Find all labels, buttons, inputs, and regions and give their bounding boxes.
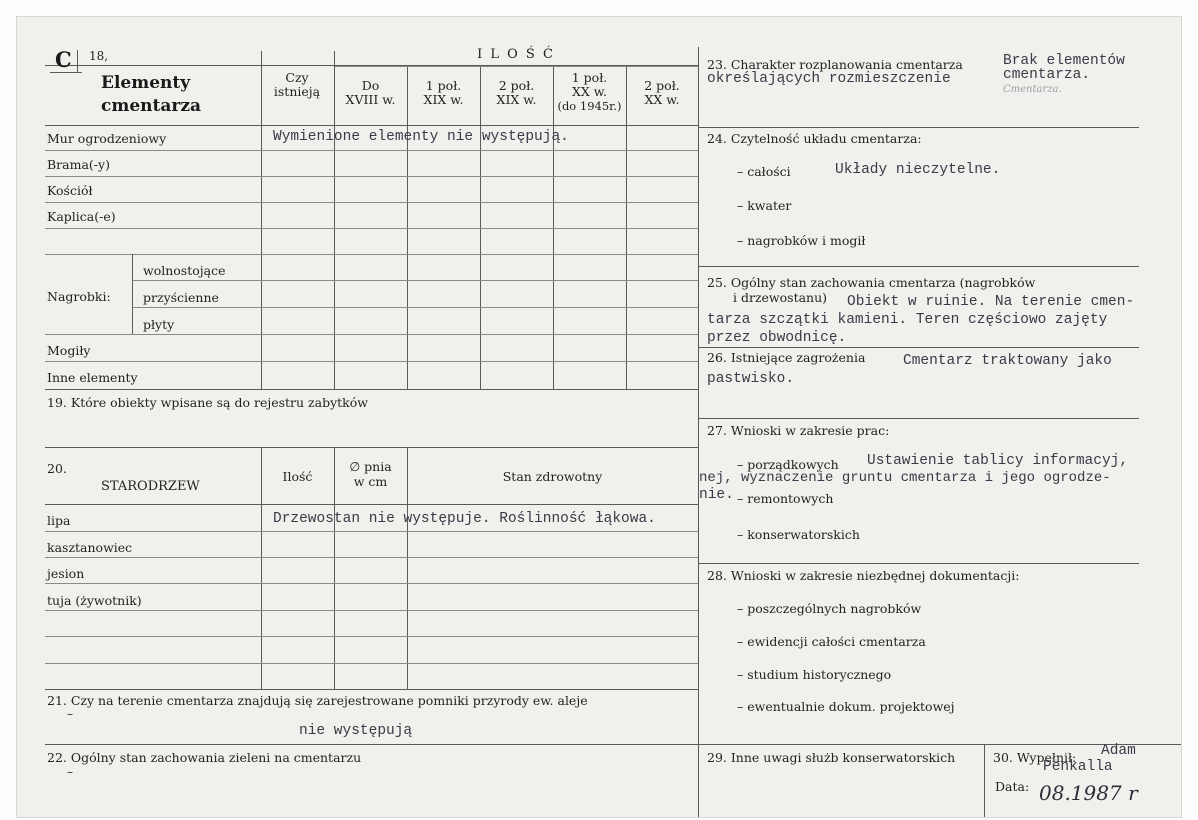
- q24-label: 24. Czytelność układu cmentarza:: [707, 131, 922, 146]
- q23-typed-line1: Brak elementów: [1003, 53, 1125, 69]
- rule-q20-bottom: [45, 689, 698, 690]
- rule-q23-bottom: [699, 127, 1139, 128]
- period-2-line2: XIX w.: [423, 92, 464, 107]
- col-exists-header: [261, 71, 333, 99]
- row-line: [45, 202, 698, 203]
- period-4-line3: (do 1945r.): [557, 99, 622, 113]
- col-line-exists-left: [261, 51, 262, 389]
- period-1-line1: Do: [361, 78, 380, 93]
- q27-item: – konserwatorskich: [737, 527, 860, 542]
- tree-label: kasztanowiec: [47, 540, 133, 555]
- period-col-2: [407, 79, 480, 107]
- period-2-line1: 1 poł.: [425, 78, 462, 93]
- q21-dash: –: [67, 707, 73, 721]
- row-line: [45, 150, 698, 151]
- row-line: [45, 334, 698, 335]
- graves-label: Mogiły: [47, 343, 91, 358]
- tombstone-type: wolnostojące: [143, 263, 226, 278]
- q20-col-line-3: [407, 448, 408, 689]
- q25-typed-line3: przez obwodnicę.: [707, 330, 847, 346]
- q26-typed-line2: pastwisko.: [707, 371, 795, 387]
- row-line: [132, 280, 698, 281]
- rule-q20-header-bottom: [45, 504, 698, 505]
- q27-item: – remontowych: [737, 491, 834, 506]
- row-line: [132, 307, 698, 308]
- q28-item: – studium historycznego: [737, 667, 892, 682]
- q24-item: – nagrobków i mogił: [737, 233, 866, 248]
- divider-main-vertical: [698, 47, 699, 817]
- row-line: [45, 583, 698, 584]
- rule-q19-bottom: [45, 447, 698, 448]
- q20-col-count: Ilość: [282, 469, 313, 484]
- q27-typed-line3: nie.: [699, 487, 734, 503]
- row-line: [45, 254, 698, 255]
- q28-label: 28. Wnioski w zakresie niezbędnej dokumentacji:: [707, 568, 1020, 583]
- q21-label: 21. Czy na terenie cmentarza znajdują się zarejestrowane pomniki przyrody ew. aleje: [47, 693, 588, 708]
- period-5-line1: 2 poł.: [644, 78, 680, 93]
- period-3-line1: 2 poł.: [498, 78, 535, 93]
- q25-typed-line1: Obiekt w ruinie. Na terenie cmen-: [847, 294, 1135, 310]
- q20-col-health: Stan zdrowotny: [502, 469, 603, 484]
- col-exists-line2: istnieją: [273, 84, 321, 99]
- row-label: Kaplica(-e): [47, 209, 116, 224]
- row-label: Mur ogrodzeniowy: [47, 131, 167, 146]
- q26-label: 26. Istniejące zagrożenia: [707, 350, 866, 365]
- col-line-period-1: [334, 51, 335, 389]
- tombstones-divider: [132, 254, 133, 334]
- q23-typed-line2b: cmentarza.: [1003, 67, 1091, 83]
- tombstone-type: płyty: [143, 317, 175, 332]
- q27-typed-line1: Ustawienie tablicy informacyj,: [867, 453, 1129, 469]
- divider-q29-q30: [984, 745, 985, 817]
- q23-handwritten: Cmentarza.: [1003, 84, 1062, 95]
- q24-item: – kwater: [737, 198, 792, 213]
- tree-label: lipa: [47, 513, 71, 528]
- q24-item: – całości: [737, 164, 791, 179]
- row-line: [45, 531, 698, 532]
- q19-label: 19. Które obiekty wpisane są do rejestru zabytków: [47, 395, 368, 410]
- period-3-line2: XIX w.: [496, 92, 537, 107]
- period-4-line2: XX w.: [572, 84, 607, 99]
- q25-label-line1: 25. Ogólny stan zachowania cmentarza (nagrobków: [707, 275, 1036, 290]
- q28-item: – ewentualnie dokum. projektowej: [737, 699, 955, 714]
- q27-label: 27. Wnioski w zakresie prac:: [707, 423, 890, 438]
- row-line: [45, 228, 698, 229]
- q30-date-label: Data:: [995, 779, 1030, 794]
- section-letter: C: [55, 47, 72, 72]
- rule-q21-bottom: [45, 744, 698, 745]
- q20-number: 20.: [47, 461, 67, 476]
- rule-q26-bottom: [699, 418, 1139, 419]
- row-line: [45, 636, 698, 637]
- q20-col-line-2: [334, 448, 335, 689]
- quantity-header: I L O Ś Ć: [477, 47, 555, 62]
- rule-section-c-bottom: [45, 389, 698, 390]
- q27-item: – porządkowych: [737, 457, 839, 472]
- section-number: 18,: [89, 49, 109, 63]
- tree-label: jesion: [47, 566, 85, 581]
- q20-typed-note: Drzewostan nie występuje. Roślinność łąkowa.: [273, 511, 656, 527]
- q28-item: – ewidencji całości cmentarza: [737, 634, 926, 649]
- row-line: [45, 610, 698, 611]
- tombstones-label: Nagrobki:: [47, 289, 111, 304]
- row-line: [45, 663, 698, 664]
- tombstone-type: przyścienne: [143, 290, 219, 305]
- tree-label: tuja (żywotnik): [47, 593, 142, 608]
- q20-col-diameter: [334, 459, 407, 489]
- q23-typed-line2: określających rozmieszczenie: [707, 71, 951, 87]
- period-4-line1: 1 poł.: [571, 70, 608, 85]
- rule-q25-bottom: [699, 347, 1139, 348]
- period-col-3: [480, 79, 553, 107]
- section-c-typed-note: Wymienione elementy nie występują.: [273, 129, 569, 145]
- q25-label-line2: i drzewostanu): [733, 290, 828, 305]
- q30-name-line1: Adam: [1101, 743, 1136, 759]
- q30-date-value: 08.1987 r: [1039, 781, 1138, 805]
- period-1-line2: XVIII w.: [345, 92, 396, 107]
- q26-typed-line1: Cmentarz traktowany jako: [903, 353, 1112, 369]
- row-line: [45, 557, 698, 558]
- row-line: [45, 176, 698, 177]
- period-5-line2: XX w.: [644, 92, 680, 107]
- q28-item: – poszczególnych nagrobków: [737, 601, 922, 616]
- q30-name-line2: Penkalla: [1043, 759, 1113, 775]
- row-label: Brama(-y): [47, 157, 110, 172]
- rule-q27-bottom: [699, 563, 1139, 564]
- period-col-4: [553, 71, 626, 113]
- other-elements-label: Inne elementy: [47, 370, 138, 385]
- q20-col-diameter-line1: ∅ pnia: [349, 459, 392, 474]
- q20-col-line-1: [261, 448, 262, 689]
- q25-typed-line2: tarza szczątki kamieni. Teren częściowo zajęty: [707, 312, 1108, 328]
- q22-label: 22. Ogólny stan zachowania zieleni na cmentarzu: [47, 750, 362, 765]
- q27-typed-line2: nej, wyznaczenie gruntu cmentarza i jego ogrodze-: [699, 470, 1111, 486]
- q20-col-diameter-line2: w cm: [353, 474, 388, 489]
- period-col-1: [334, 79, 407, 107]
- section-letter-bar: [77, 50, 78, 72]
- q23-label: 23. Charakter rozplanowania cmentarza: [707, 57, 963, 72]
- row-line: [45, 361, 698, 362]
- rule-header-bottom: [45, 125, 698, 126]
- q20-title: STARODRZEW: [101, 479, 200, 494]
- q21-typed: nie występują: [299, 723, 413, 739]
- q24-typed: Układy nieczytelne.: [835, 162, 1001, 178]
- section-title-line1: Elementy: [101, 73, 191, 93]
- q29-label: 29. Inne uwagi służb konserwatorskich: [707, 750, 956, 765]
- col-exists-line1: Czy: [285, 70, 309, 85]
- inventory-card: [16, 16, 1182, 818]
- section-letter-underline: [50, 72, 82, 73]
- period-col-5: [626, 79, 698, 107]
- rule-q24-bottom: [699, 266, 1139, 267]
- row-label: Kościół: [47, 183, 93, 198]
- rule-quantity-header: [334, 66, 698, 67]
- section-title-line2: cmentarza: [101, 96, 202, 116]
- q30-label: 30. Wypełnił:: [993, 750, 1077, 765]
- q22-dash: –: [67, 765, 73, 779]
